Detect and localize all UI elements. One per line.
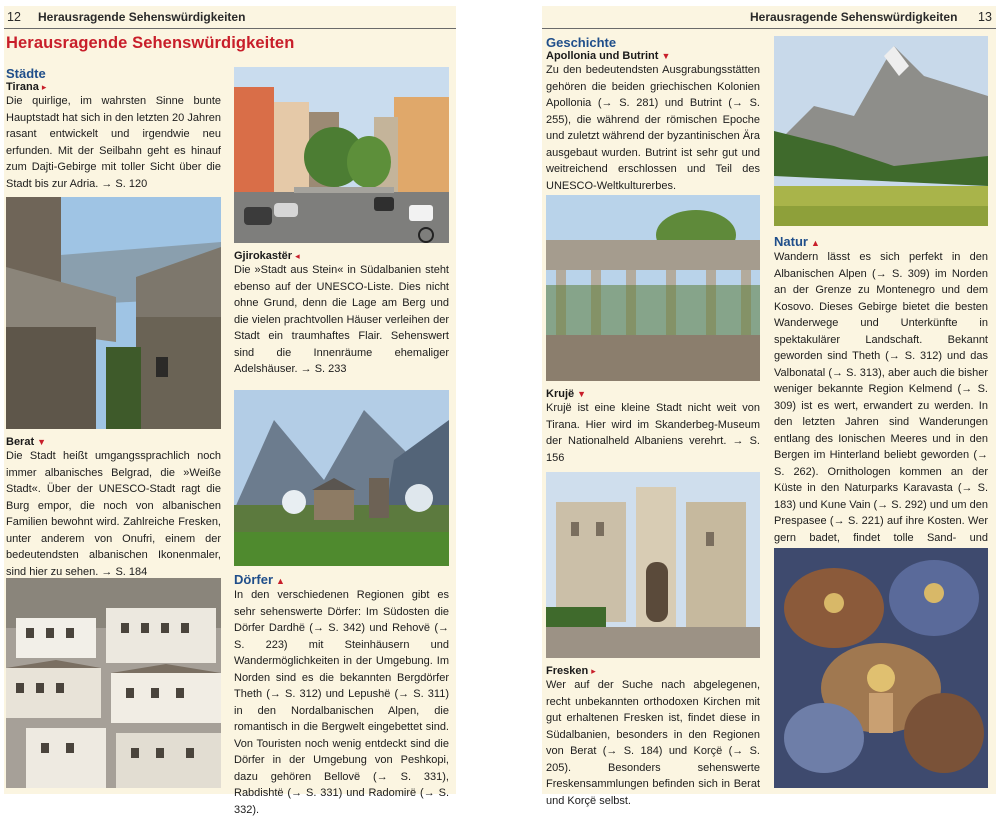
berat-text: Die Stadt heißt umgangssprachlich noch immer albanisches Belgrad, die »Weiße Stadt«. Über der UNESCO-Stadt ragt die Burg empor, die noch von albanischen Familien bewohnt wird. Zahlreiche Fresken, unter anderem von Onufri, einem der bedeutendsten albanischen Ikonenmaler, sind hier zu sehen. → S. 184 [6, 450, 221, 578]
arrow-up-icon: ▲ [810, 238, 820, 248]
butrint-ruins-photo [546, 195, 760, 381]
natur-text: Wandern lässt es sich perfekt in den Albanischen Alpen (→ S. 309) im Norden an der Grenze zu Montenegro und dem Kosovo. Dieses Gebirge bietet die besten Wanderwege und Unterkünfte in spektakulärer Landschaft. Bekannt geworden sind Theth (→ S. 312) und das Valbonatal (→ S. 313), aber auch die bisher weniger bekannte Region Kelmend (→ S. 309) ist es wert, erwandert zu werden. In den letzten Jahren sind Wanderungen entlang des Ionischen Meeres und in den Bergen im Hinterland beliebt geworden (→ S. 262). Ornithologen kommen an der Küste in den Naturparks Karavasta (→ S. 183) und Kune Vain (→ S. 292) und um den Prespasee (→ S. 221) auf ihre Kosten. Wer gern badet, findet tolle Sand- und [774, 251, 988, 544]
kruje-fortress-photo [546, 472, 760, 658]
category-staedte: Städte [6, 66, 46, 81]
right-page [542, 6, 996, 807]
page-number-right: 13 [978, 10, 992, 24]
kruje-heading: Krujë ▼ [546, 388, 587, 400]
village-mountains-photo [234, 390, 449, 566]
apollonia-heading: Apollonia und Butrint ▼ [546, 50, 671, 62]
running-head-right: Herausragende Sehenswürdigkeiten [750, 10, 958, 24]
apollonia-text: Zu den bedeutendsten Ausgrabungsstätten gehören die beiden griechischen Kolonien Apollonia (→ S. 281) und Butrint (→ S. 255), die während der römischen Epoche und zuletzt während der byzantinischen Ära ausgebaut wurden. Butrint ist sehr gut und weitreichend erschlossen und Teil des UNESCO-Weltkulturerbes. [546, 64, 760, 192]
gjirokaster-heading: Gjirokastër ◂ [234, 250, 300, 262]
arrow-down-icon: ▼ [661, 51, 671, 61]
albanian-alps-photo [774, 36, 988, 226]
fresken-heading: Fresken ▸ [546, 665, 596, 677]
running-head-left: Herausragende Sehenswürdigkeiten [38, 10, 246, 24]
arrow-right-icon: ▸ [591, 666, 596, 676]
berat-heading: Berat ▼ [6, 436, 47, 448]
tirana-street-photo [234, 67, 449, 243]
arrow-left-icon: ◂ [295, 251, 300, 261]
section-title: Herausragende Sehenswürdigkeiten [6, 34, 295, 52]
arrow-down-icon: ▼ [577, 389, 587, 399]
frescoes-photo [774, 548, 988, 788]
page-gutter [456, 0, 542, 800]
tirana-heading: Tirana ▸ [6, 81, 47, 93]
arrow-up-icon: ▲ [276, 576, 285, 586]
natur-heading: Natur ▲ [774, 234, 820, 249]
arrow-down-icon: ▼ [37, 437, 47, 447]
kruje-text: Krujë ist eine kleine Stadt nicht weit von Tirana. Hier wird im Skanderbeg-Museum der Nationalheld Albaniens verehrt. → S. 156 [546, 402, 760, 464]
header-rule [4, 28, 456, 29]
tirana-text: Die quirlige, im wahrsten Sinne bunte Hauptstadt hat sich in den letzten 20 Jahren rasant entwickelt und irgendwie neu erfunden. Mit der Seilbahn geht es hinauf zum Dajti-Gebirge mit toller Sicht über die Stadt bis zur Adria. → S. 120 [6, 95, 221, 190]
header-rule-right [542, 28, 996, 29]
page-number-left: 12 [7, 10, 21, 24]
fresken-text: Wer auf der Suche nach abgelegenen, recht unbekannten orthodoxen Kirchen mit gut erhaltenen Fresken ist, findet diese in Südalbanien, besonders in den Regionen von Berat (→ S. 184) und Korçë (→ S. 205). Besonders sehenswerte Freskensammlungen befinden sich in Berat und Korçë selbst. [546, 679, 760, 807]
doerfer-text: In den verschiedenen Regionen gibt es sehr sehenswerte Dörfer: Im Südosten die Dörfer Dardhë (→ S. 342) und Rehovë (→ S. 223) mit Steinhäusern und Wandermöglichkeiten in der Umgebung. Im Norden sind es die bekannten Bergdörfer Theth (→ S. 312) und Lepushë (→ S. 311) in den Nordalbanischen Alpen, die romantisch in die Bergwelt eingebettet sind. Von Touristen noch wenig entdeckt sind die Dörfer in der Umgebung von Peshkopi, dazu gehören Bellovë (→ S. 331), Rabdishtë (→ S. 331) und Radomirë (→ S. 332). [234, 589, 449, 816]
gjirokaster-roofs-photo [6, 197, 221, 429]
gjirokaster-text: Die »Stadt aus Stein« in Südalbanien steht ebenso auf der UNESCO-Liste. Dies nicht ohne Grund, denn die Lage am Berg und die vielen prachtvollen Häuser verleihen der Stadt ein traumhaftes Flair. Sehenswert sind die Innenräume ehemaliger Adelshäuser. → S. 233 [234, 264, 449, 375]
berat-houses-photo [6, 578, 221, 788]
doerfer-heading: Dörfer ▲ [234, 572, 285, 587]
left-page [4, 6, 456, 816]
arrow-right-icon: ▸ [41, 82, 47, 92]
category-geschichte: Geschichte [546, 35, 617, 50]
